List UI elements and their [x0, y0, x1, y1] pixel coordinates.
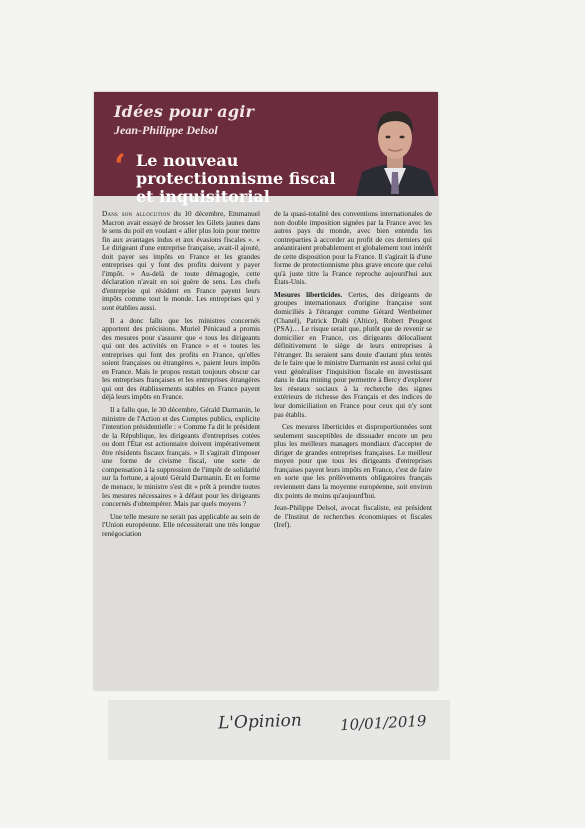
quote-mark-icon: ‘ [114, 147, 126, 187]
article-headline: Le nouveau protectionnisme fiscal et inquisitorial [136, 151, 336, 206]
author-signature: Jean-Philippe Delsol, avocat fiscaliste, est président de l'Institut de recherches économiques et fiscales (Iref). [274, 504, 432, 530]
subheading: Mesures liberticides. [274, 290, 343, 299]
paragraph: Une telle mesure ne serait pas applicable au sein de l'Union européenne. Elle nécessiterait une très longue renégociation [102, 512, 260, 538]
paragraph [102, 210, 260, 313]
paragraph [274, 291, 432, 419]
author-portrait [352, 102, 438, 196]
column-author: Jean-Philippe Delsol [114, 123, 218, 137]
paragraph: Il a fallu que, le 30 décembre, Gérald Darmanin, le ministre de l'Action et des Comptes publics, explicite l'intention présidentielle : « Comme l'a dit le président de la République, les dirigeants d'entreprises cotées ou dont l'État est actionnaire doivent impérativement être résidents fiscaux français. » Il s'agirait d'imposer une forme de civisme fiscal, une sorte de compensation à la suppression de l'impôt de solidarité sur la fortune, a ajouté Gérald Darmanin. Et en forme de menace, le ministre s'est dit « prêt à prendre toutes les mesures nécessaires » à défaut pour les dirigeants concernés d'obtempérer. Mais par quels moyens ? [102, 406, 260, 509]
paragraph-text: du 10 décembre, Emmanuel Macron avait essayé de brosser les Gilets jaunes dans le sens du poil en voulant « aller plus loin pour mettre fin aux avantages indus et aux évasions fiscales ». « Le dirigeant d'une entreprise française, avait-il ajouté, doit payer ses impôts en France et les grandes entreprises qui y font des profits doivent y payer l'impôt. » Au-delà de toute démagogie, cette déclaration n'avait en soi guère de sens. Les chefs d'entreprise qui résident en France payent leurs impôts comme tout le monde. Les entreprises qui y sont établies aussi. [102, 210, 260, 313]
handwritten-publication: L'Opinion [217, 710, 303, 734]
newspaper-clipping [94, 92, 438, 690]
article-column-left [102, 210, 260, 542]
article-body [102, 210, 432, 680]
handwritten-note [108, 700, 450, 760]
column-rubric: Idées pour agir [114, 102, 255, 121]
column-banner [94, 92, 438, 206]
paragraph: Il a donc fallu que les ministres concernés apportent des précisions. Muriel Pénicaud a promis des mesures pour s'assurer que « tous les dirigeants qui ont des activités en France » et « toutes les entreprises qui font des profits en France, qu'elles soient françaises ou étrangères », paient leurs impôts en France. Mais le propos restait toujours obscur car les entreprises françaises et les entreprises étrangères qui ont des établissements stables en France payent déjà leurs impôts en France. [102, 316, 260, 402]
article-column-right [274, 210, 432, 534]
lead-in: Dans son allocution [102, 210, 171, 218]
handwritten-date: 10/01/2019 [339, 711, 427, 735]
paragraph: de la quasi-totalité des conventions internationales de non double imposition signées par la France avec les autres pays du monde, avec bien entendu les contreparties à accorder au profit de ces derniers qui anéantiraient probablement et globalement tout intérêt de cette disposition pour la France. Il s'agirait là d'une forme de protectionnisme plus grave encore que celui qu'à juste titre la France reproche aujourd'hui aux États-Unis. [274, 210, 432, 287]
paragraph: Ces mesures liberticides et disproportionnées sont seulement susceptibles de dissuader encore un peu plus les meilleurs managers mondiaux d'accepter de diriger de grandes entreprises françaises. Le meilleur moyen pour que tous les dirigeants d'entreprises françaises payent leurs impôts en France, c'est de faire en sorte que les prélèvements obligatoires français reviennent dans la moyenne européenne, soit environ dix points de moins qu'aujourd'hui. [274, 423, 432, 500]
paragraph-text: Certes, des dirigeants de groupes internationaux d'origine française sont domiciliés à l'étranger comme Gérard Wertheimer (Chanel), Patrick Drahi (Altice), Robert Peugeot (PSA)… Le risque serait que, plutôt que de revenir se domicilier en France, ces dirigeants délocalisent définitivement le siège de leurs entreprises à l'étranger. Ils seraient sans doute d'autant plus tentés de le faire que le ministre Darmanin est aussi celui qui veut généraliser l'inquisition fiscale en investissant dans le data mining pour permettre à Bercy d'explorer les réseaux sociaux à la recherche des signes extérieurs de richesse des Français et des indices de leur domiciliation en France pour ceux qui n'y sont pas établis. [274, 290, 432, 419]
